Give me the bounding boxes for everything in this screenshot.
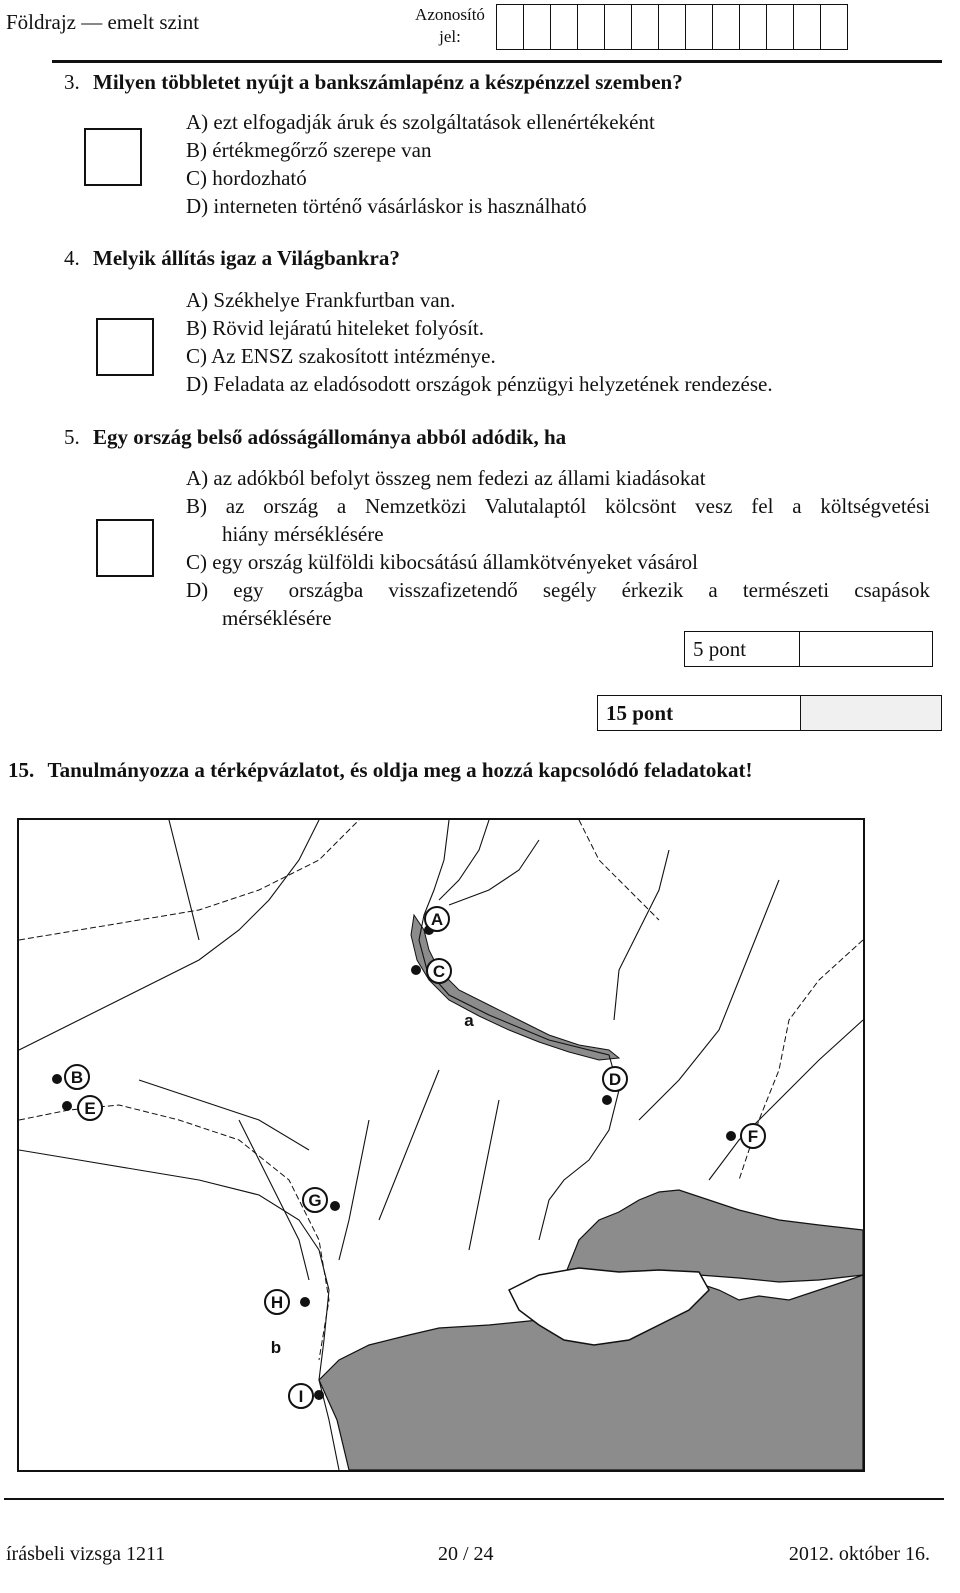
map-label-i: I: [298, 1387, 304, 1406]
option-a: A) Székhelye Frankfurtban van.: [186, 288, 456, 312]
score-table-total: [597, 695, 942, 731]
task-number: 15.: [8, 758, 35, 782]
map-label-c: C: [432, 962, 446, 981]
city-dot-c: [411, 965, 421, 975]
question-title: Egy ország belső adósságállománya abból adódik, ha: [93, 425, 567, 449]
total-score-label: 15 pont: [598, 696, 801, 730]
city-dot-d: [602, 1095, 612, 1105]
map-label-h: H: [270, 1293, 284, 1312]
question-3-heading: [64, 70, 683, 95]
id-box[interactable]: [632, 5, 659, 49]
borders: [19, 820, 863, 1360]
map-label-g: G: [308, 1191, 322, 1210]
footer-exam-code: írásbeli vizsga 1211: [6, 1543, 166, 1565]
task-title: Tanulmányozza a térképvázlatot, és oldja meg a hozzá kapcsolódó feladatokat!: [47, 758, 753, 782]
id-box[interactable]: [821, 5, 847, 49]
header-divider: [52, 60, 942, 63]
id-box[interactable]: [686, 5, 713, 49]
id-box[interactable]: [551, 5, 578, 49]
map-svg: [19, 820, 863, 1470]
id-box[interactable]: [740, 5, 767, 49]
id-box[interactable]: [794, 5, 821, 49]
city-dot-h: [300, 1297, 310, 1307]
option-d: D) interneten történő vásárláskor is használható: [186, 194, 587, 218]
question-4-options: [186, 286, 773, 398]
id-box[interactable]: [713, 5, 740, 49]
option-c: C) egy ország külföldi kibocsátású államkötvényeket vásárol: [186, 550, 699, 574]
id-boxes: [496, 4, 848, 50]
question-4-heading: [64, 246, 400, 271]
id-box[interactable]: [767, 5, 794, 49]
city-dot-b: [52, 1074, 62, 1084]
score-field[interactable]: [800, 632, 932, 666]
footer-page-number: 20 / 24: [438, 1543, 494, 1565]
map-sketch: [17, 818, 865, 1472]
question-number: 3.: [64, 70, 80, 94]
footer-date: 2012. október 16.: [788, 1543, 930, 1565]
question-5-options: [186, 464, 930, 632]
id-box[interactable]: [605, 5, 632, 49]
question-title: Milyen többletet nyújt a bankszámlapénz a készpénzzel szemben?: [93, 70, 683, 94]
option-d: D) Feladata az eladósodott országok pénzügyi helyzetének rendezése.: [186, 372, 773, 396]
map-label-d: D: [608, 1070, 622, 1089]
id-label-line2: jel:: [439, 27, 461, 46]
map-label-a: A: [430, 910, 444, 929]
city-dot-f: [726, 1131, 736, 1141]
answer-box-q4[interactable]: [96, 318, 154, 376]
option-d: D) egy országba visszafizetendő segély érkezik a természeti csapások: [186, 578, 930, 602]
map-label-b: B: [70, 1068, 84, 1087]
id-box[interactable]: [497, 5, 524, 49]
total-score-field[interactable]: [801, 696, 941, 730]
header-subject: Földrajz — emelt szint: [6, 10, 200, 34]
task-15-heading: [8, 758, 753, 783]
question-title: Melyik állítás igaz a Világbankra?: [93, 246, 400, 270]
city-dot-g: [330, 1201, 340, 1211]
question-number: 5.: [64, 425, 80, 449]
answer-box-q5[interactable]: [96, 519, 154, 577]
score-table-task: [684, 631, 933, 667]
id-box[interactable]: [524, 5, 551, 49]
map-label-f: F: [747, 1127, 759, 1146]
map-label-e: E: [84, 1099, 96, 1118]
id-box[interactable]: [578, 5, 605, 49]
city-dot-e: [62, 1101, 72, 1111]
option-b-cont: hiány mérséklésére: [222, 522, 384, 546]
option-c: C) Az ENSZ szakosított intézménye.: [186, 344, 496, 368]
option-d-cont: mérséklésére: [222, 606, 332, 630]
question-5-heading: [64, 425, 566, 450]
option-c: C) hordozható: [186, 166, 307, 190]
footer-divider: [4, 1498, 944, 1500]
map-label-river-a: a: [464, 1011, 474, 1030]
score-label: 5 pont: [685, 632, 800, 666]
option-b: B) Rövid lejáratú hiteleket folyósít.: [186, 316, 485, 340]
question-number: 4.: [64, 246, 80, 270]
question-3-options: [186, 108, 655, 220]
map-label-river-b: b: [270, 1338, 282, 1357]
answer-box-q3[interactable]: [84, 128, 142, 186]
id-label: [410, 4, 490, 48]
option-a: A) ezt elfogadják áruk és szolgáltatások ellenértékeként: [186, 110, 655, 134]
option-b: B) értékmegőrző szerepe van: [186, 138, 432, 162]
city-dot-i: [314, 1390, 324, 1400]
id-box[interactable]: [659, 5, 686, 49]
option-a: A) az adókból befolyt összeg nem fedezi az állami kiadásokat: [186, 466, 706, 490]
id-label-line1: Azonosító: [415, 5, 485, 24]
option-b: B) az ország a Nemzetközi Valutalaptól kölcsönt vesz fel a költségvetési: [186, 494, 930, 518]
